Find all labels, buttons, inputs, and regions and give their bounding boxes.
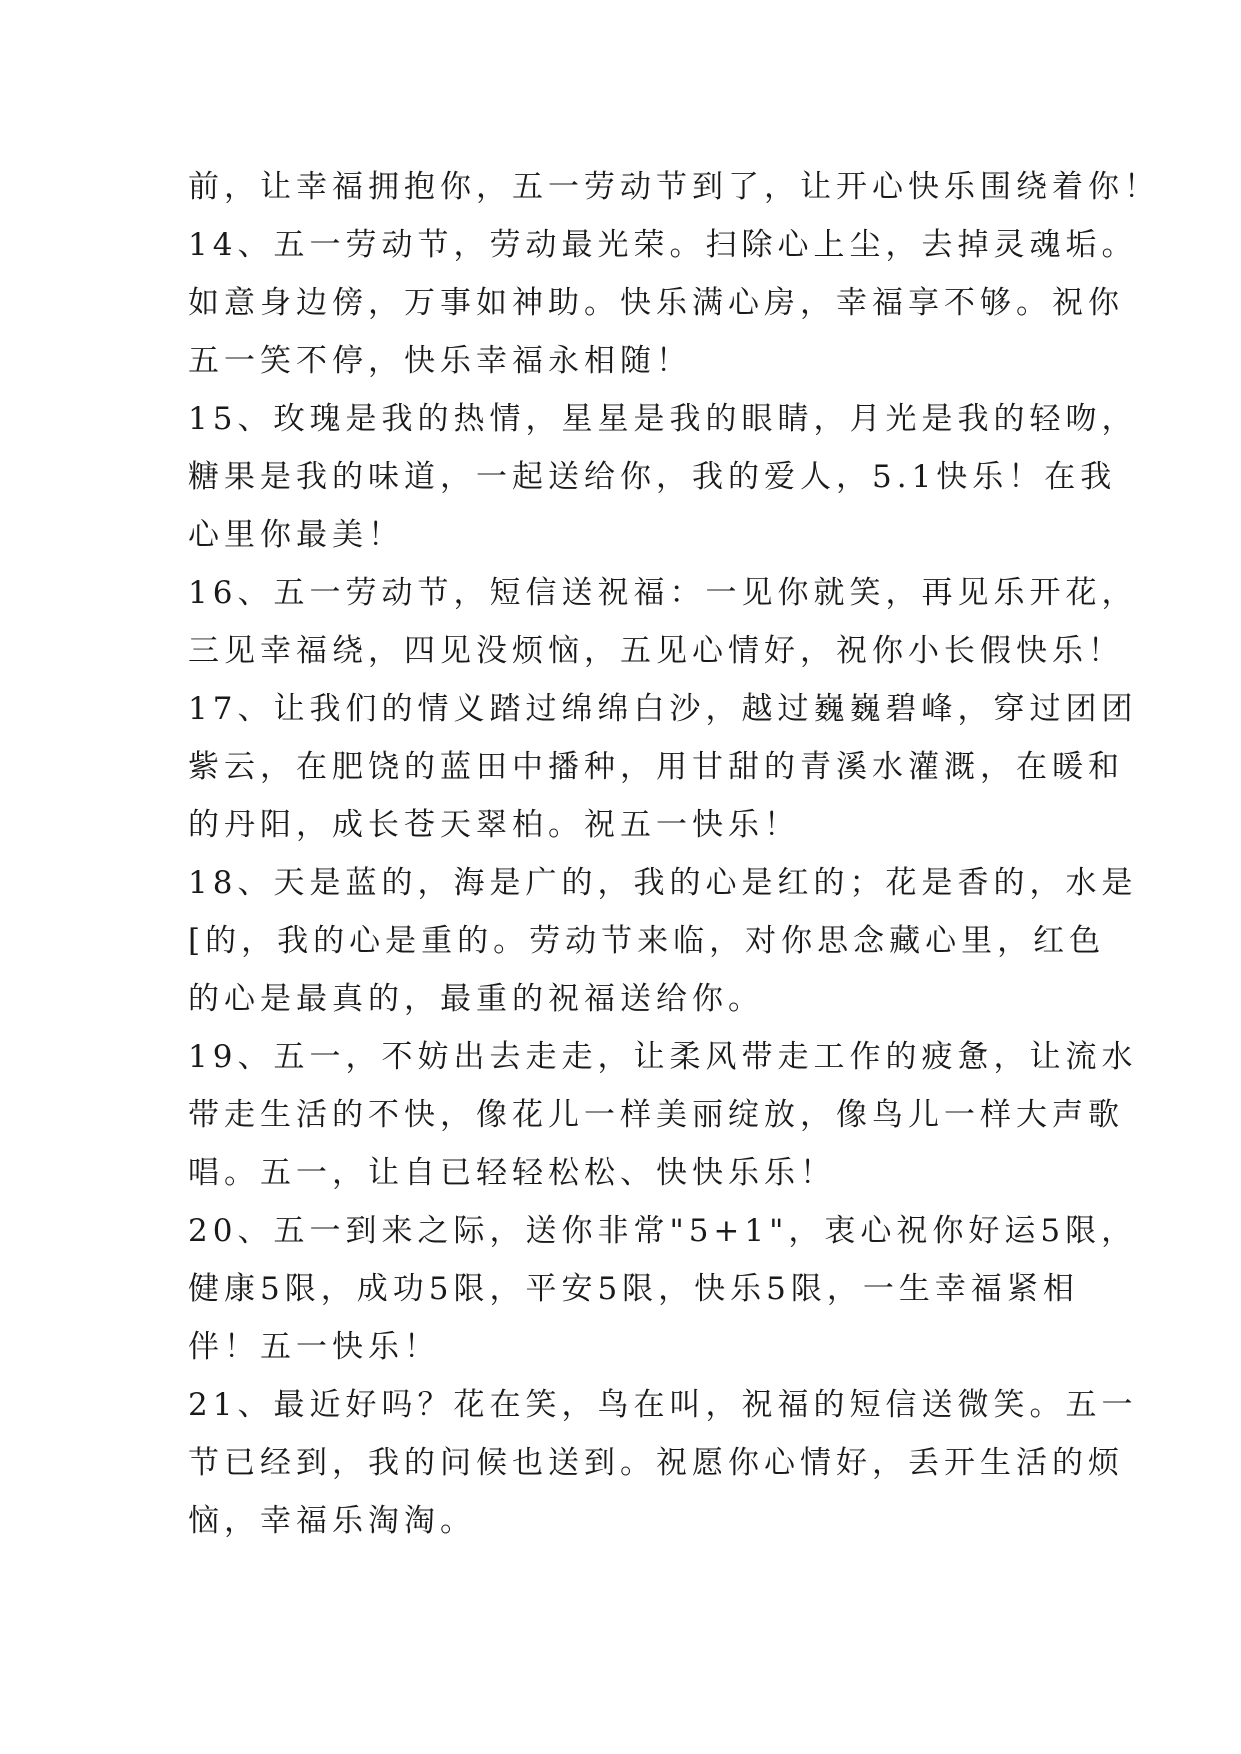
text-line: 节已经到，我的问候也送到。祝愿你心情好，丢开生活的烦 xyxy=(188,1445,1124,1481)
text-line: 如意身边傍，万事如神助。快乐满心房，幸福享不够。祝你 xyxy=(188,285,1124,321)
text-line: 17、让我们的情义踏过绵绵白沙，越过巍巍碧峰，穿过团团 xyxy=(188,691,1138,727)
text-line: 健康5限，成功5限，平安5限，快乐5限，一生幸福紧相 xyxy=(188,1271,1079,1307)
document-body xyxy=(188,158,1160,1550)
text-line: 19、五一，不妨出去走走，让柔风带走工作的疲惫，让流水 xyxy=(188,1039,1138,1075)
text-line: 14、五一劳动节，劳动最光荣。扫除心上尘，去掉灵魂垢。 xyxy=(188,227,1138,263)
text-line: [的，我的心是重的。劳动节来临，对你思念藏心里，红色 xyxy=(188,923,1106,959)
text-line: 糖果是我的味道，一起送给你，我的爱人，5.1快乐！在我 xyxy=(188,459,1117,495)
text-line: 18、天是蓝的，海是广的，我的心是红的；花是香的，水是 xyxy=(188,865,1138,901)
text-line: 21、最近好吗？花在笑，鸟在叫，祝福的短信送微笑。五一 xyxy=(188,1387,1138,1423)
text-line: 三见幸福绕，四见没烦恼，五见心情好，祝你小长假快乐！ xyxy=(188,633,1124,669)
text-line: 心里你最美！ xyxy=(188,517,404,553)
text-line: 唱。五一，让自已轻轻松松、快快乐乐！ xyxy=(188,1155,836,1191)
text-line: 15、玫瑰是我的热情，星星是我的眼睛，月光是我的轻吻， xyxy=(188,401,1138,437)
text-line: 20、五一到来之际，送你非常"5+1"，衷心祝你好运5限， xyxy=(188,1213,1138,1249)
text-line: 的丹阳，成长苍天翠柏。祝五一快乐！ xyxy=(188,807,800,843)
text-line: 伴！五一快乐！ xyxy=(188,1329,440,1365)
text-line: 恼，幸福乐淘淘。 xyxy=(188,1503,476,1539)
text-line: 的心是最真的，最重的祝福送给你。 xyxy=(188,981,764,1017)
text-line: 前，让幸福拥抱你，五一劳动节到了，让开心快乐围绕着你！ xyxy=(188,169,1160,205)
text-line: 紫云，在肥饶的蓝田中播种，用甘甜的青溪水灌溉，在暖和 xyxy=(188,749,1124,785)
text-line: 16、五一劳动节，短信送祝福：一见你就笑，再见乐开花， xyxy=(188,575,1138,611)
text-line: 五一笑不停，快乐幸福永相随！ xyxy=(188,343,692,379)
text-line: 带走生活的不快，像花儿一样美丽绽放，像鸟儿一样大声歌 xyxy=(188,1097,1124,1133)
